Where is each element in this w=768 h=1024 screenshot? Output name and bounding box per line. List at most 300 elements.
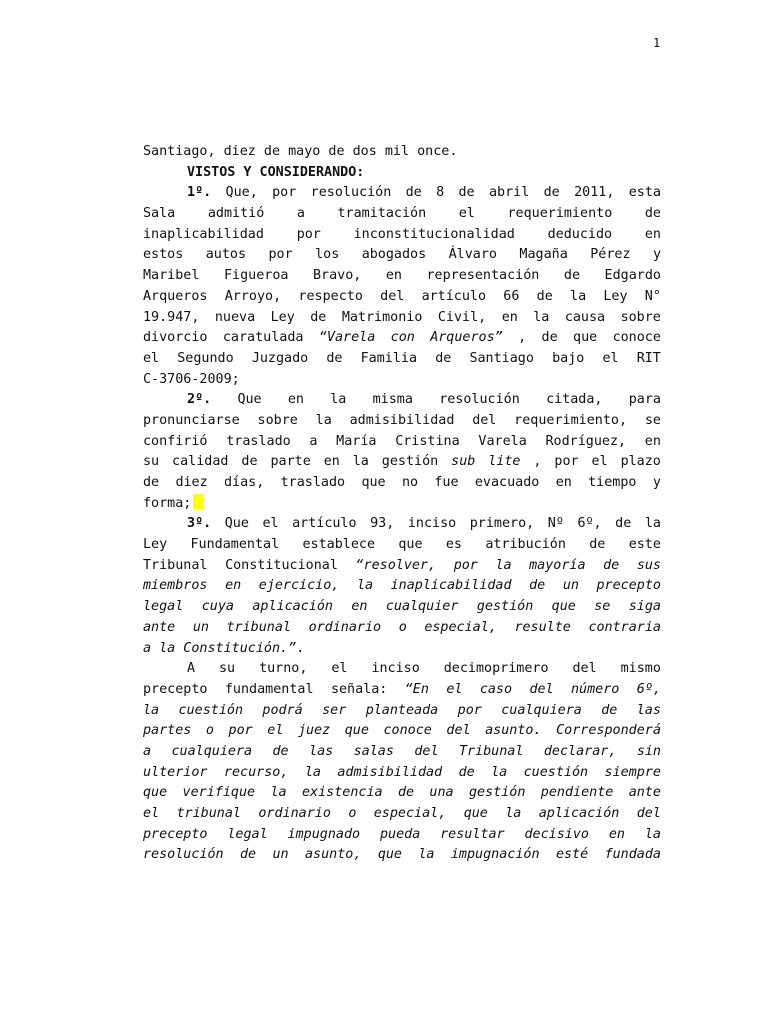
word: respecto [298, 288, 363, 304]
word: tiempo [588, 475, 637, 490]
word: precepto [143, 681, 208, 697]
word: de [458, 185, 475, 201]
word: admitió [207, 206, 265, 222]
word: pronunciarse [143, 412, 240, 428]
word: de [240, 847, 257, 863]
word: RIT [636, 350, 661, 366]
text-run: VISTOS Y CONSIDERANDO: [187, 164, 365, 180]
word: la [495, 557, 512, 573]
word: o [398, 619, 407, 635]
word: en [644, 226, 661, 242]
word: Familia [360, 350, 418, 366]
word: ser [322, 702, 347, 718]
word: citada, [546, 392, 603, 408]
word: ante [143, 619, 176, 635]
word: divorcio [143, 330, 208, 346]
word: inaplicabilidad [390, 578, 512, 594]
word: resolución [439, 392, 520, 408]
word: del [446, 723, 471, 739]
word: Constitucional [225, 557, 338, 573]
word: especial, [373, 806, 447, 821]
word: de [541, 330, 558, 346]
word: con [390, 330, 415, 346]
word: Segundo [177, 350, 234, 366]
word: siga [628, 599, 661, 615]
word: de [644, 206, 661, 222]
word: un [192, 619, 209, 635]
word: inciso [407, 516, 457, 532]
word: del [636, 806, 661, 821]
text-line [143, 556, 661, 577]
word: recurso, [223, 764, 289, 780]
word: cuya [201, 599, 234, 615]
word: sus [636, 557, 661, 573]
word: en [644, 433, 661, 449]
word: el [143, 806, 160, 821]
word: la [143, 702, 160, 718]
word: 2º. [187, 392, 212, 408]
word: Arqueros” [430, 330, 503, 346]
text-line [143, 576, 661, 597]
word: abril [488, 185, 530, 201]
word: en [501, 309, 518, 325]
word: impugnado [287, 826, 361, 842]
word: artículo [292, 516, 357, 532]
word: una [429, 785, 454, 801]
word: inconstitucionalidad [353, 226, 515, 242]
word: admisibilidad [337, 764, 443, 780]
word: la [315, 412, 332, 428]
word: por [296, 226, 321, 242]
word: A [187, 661, 196, 677]
word: requerimiento [507, 206, 613, 222]
word: Santiago [469, 350, 534, 366]
word: que [344, 723, 369, 739]
word: por [457, 702, 482, 718]
word: salas [353, 743, 394, 759]
word: establece [302, 537, 376, 553]
word: gestión [468, 785, 526, 801]
word: se [644, 412, 661, 428]
word: Civil, [437, 309, 487, 325]
word: mayoría [529, 557, 586, 573]
word: Magaña [519, 247, 568, 263]
text-line [143, 659, 661, 680]
word: Ley [270, 309, 295, 325]
text-line [143, 535, 661, 556]
word: o [205, 723, 214, 739]
word: Pérez [590, 247, 631, 263]
word: que [361, 475, 386, 490]
word: por [554, 454, 579, 470]
word: planteada [365, 702, 439, 718]
word: por [268, 247, 293, 263]
word: fundada [604, 847, 661, 863]
word: aplicación [252, 599, 333, 615]
word: Nº [547, 516, 564, 532]
word: que [398, 537, 423, 553]
word: ordinario [308, 619, 382, 635]
word: 8 [436, 185, 445, 201]
word: gestión [381, 454, 439, 470]
word: cualquiera [501, 702, 582, 718]
text-line [143, 349, 661, 370]
word: del [529, 681, 554, 697]
word: de [241, 454, 258, 470]
word: causa [564, 309, 606, 325]
text-line [143, 639, 661, 660]
text-line [143, 266, 661, 287]
word: lite [488, 454, 521, 470]
word: caso [479, 681, 513, 697]
word: de [615, 516, 632, 532]
word: decisivo [524, 826, 589, 842]
word: tribunal [176, 806, 241, 821]
word: nueva [214, 309, 256, 325]
word: 2011, [574, 185, 615, 201]
word: de [536, 288, 553, 304]
text-line [143, 328, 661, 349]
word: sobre [257, 412, 298, 428]
word: Varela [478, 433, 527, 449]
word: cualquiera [171, 743, 253, 759]
word: de [397, 785, 415, 801]
word: este [628, 537, 661, 553]
word: Ley [603, 288, 628, 304]
word: de [601, 702, 618, 718]
word: sin [636, 743, 661, 759]
word: “En [404, 681, 429, 697]
word: en [287, 392, 304, 408]
word: resolución [143, 847, 224, 863]
word: , [518, 330, 527, 346]
word: la [330, 392, 347, 408]
word: atribución [485, 537, 566, 553]
text-run: forma; [143, 495, 192, 511]
word: autos [205, 247, 247, 263]
word: la [533, 309, 550, 325]
word: cualquier [385, 599, 459, 615]
word: que [377, 847, 402, 863]
word: plazo [620, 454, 661, 470]
text-line [143, 618, 661, 639]
word: traslado [280, 475, 346, 490]
word: mismo [620, 661, 661, 677]
word: sobre [620, 309, 661, 325]
word: número [571, 681, 620, 697]
word: Cristina [395, 433, 460, 449]
word: en [608, 826, 625, 842]
word: por [272, 185, 297, 201]
word: inciso [371, 661, 420, 677]
word: misma [372, 392, 413, 408]
text-line [143, 701, 661, 722]
word: sub [451, 454, 476, 470]
text-line [143, 452, 661, 473]
text-line [143, 142, 661, 163]
word: que [143, 785, 168, 801]
word: Sala [143, 206, 176, 222]
word: de [529, 578, 546, 594]
word: resolución [310, 185, 392, 201]
word: las [636, 702, 661, 718]
text-line [143, 473, 661, 494]
word: se [594, 599, 611, 615]
page-number: 1 [653, 36, 661, 50]
text-line [143, 845, 661, 866]
word: Rodríguez, [545, 433, 627, 449]
word: de [272, 743, 289, 759]
word: partes [143, 723, 192, 739]
word: “resolver, [355, 557, 437, 573]
word: en [225, 578, 242, 594]
text-line [143, 245, 661, 266]
word: deducido [547, 226, 613, 242]
word: no [401, 475, 419, 490]
word: representación [426, 268, 540, 284]
word: estos [143, 247, 184, 263]
word: la [505, 806, 522, 821]
text-line [143, 370, 661, 391]
word: el [331, 661, 348, 677]
word: a [309, 433, 318, 449]
word: declarar, [543, 743, 617, 759]
word: de [310, 309, 327, 325]
word: el [458, 206, 475, 222]
word: aplicación [538, 806, 620, 821]
word: conoce [612, 330, 661, 346]
word: , [533, 454, 542, 470]
word: ulterior [143, 764, 208, 780]
word: cuestión [178, 702, 244, 718]
word: legal [143, 599, 184, 615]
word: Que [224, 516, 249, 532]
word: del [380, 288, 405, 304]
word: 3º. [187, 516, 212, 532]
word: diez [175, 475, 208, 490]
word: Tribunal [143, 557, 208, 573]
word: requerimiento, [514, 412, 628, 428]
word: el [143, 350, 160, 366]
text-line [143, 411, 661, 432]
word: ejercicio, [258, 578, 340, 594]
word: del [572, 661, 597, 677]
word: siempre [604, 764, 661, 780]
word: 66 [503, 288, 520, 304]
word: fundamental [224, 681, 314, 697]
word: Corresponderá [556, 723, 661, 739]
word: juez [297, 723, 331, 739]
word: las [309, 743, 334, 759]
text-line [143, 825, 661, 846]
text-line [143, 514, 661, 535]
text-line [143, 494, 661, 515]
word: 19.947, [143, 309, 200, 325]
word: parte [270, 454, 311, 470]
word: cuestión [523, 764, 589, 780]
word: precepto [143, 826, 208, 842]
word: a [296, 206, 305, 222]
word: 6º, [577, 516, 602, 532]
text-line [143, 783, 661, 804]
word: Arroyo, [224, 288, 282, 304]
word: admisibilidad [349, 412, 455, 428]
word: en [351, 599, 368, 615]
word: inaplicabilidad [143, 226, 264, 242]
text-line [143, 432, 661, 453]
word: señala: [330, 681, 388, 697]
word: para [628, 392, 661, 408]
text-run: a la Constitución.” [143, 640, 297, 656]
text-run: . [296, 640, 305, 656]
word: 93, [370, 516, 395, 532]
word: pendiente [540, 785, 614, 801]
word: primero, [469, 516, 535, 532]
word: abogados [361, 247, 427, 263]
word: los [315, 247, 340, 263]
word: legal [227, 826, 268, 842]
text-line [143, 308, 661, 329]
word: el [446, 681, 463, 697]
word: Bravo, [312, 268, 362, 284]
word: miembros [143, 578, 208, 594]
word: ante [628, 785, 661, 801]
word: la [270, 785, 287, 801]
word: por [453, 557, 478, 573]
text-run: Santiago, diez de mayo de dos mil once. [143, 144, 458, 159]
text-line [143, 225, 661, 246]
word: su [143, 454, 160, 470]
word: esta [628, 185, 661, 201]
word: 1º. [187, 185, 212, 201]
text-line [143, 721, 661, 742]
word: esté [555, 847, 589, 863]
word: ordinario [258, 806, 331, 821]
word: es [445, 537, 462, 553]
word: verifique [182, 785, 256, 801]
word: su [219, 661, 236, 677]
word: contraria [588, 619, 661, 635]
word: Arqueros [143, 288, 208, 304]
word: bajo [552, 350, 585, 366]
text-line [143, 742, 661, 763]
word: existencia [301, 785, 383, 801]
word: o [348, 806, 357, 821]
word: de [603, 557, 620, 573]
word: decimoprimero [443, 661, 549, 677]
word: Fundamental [190, 537, 280, 553]
word: 6º, [636, 681, 661, 697]
word: de [543, 185, 560, 201]
word: el [591, 454, 608, 470]
word: un [562, 578, 579, 594]
text-line [143, 763, 661, 784]
word: de [589, 537, 606, 553]
word: conoce [383, 723, 432, 739]
word: precepto [596, 578, 661, 594]
word: asunto, [305, 847, 362, 863]
text-line [143, 163, 661, 184]
word: evacuado [474, 475, 540, 490]
text-line [143, 804, 661, 825]
word: Figueroa [223, 268, 289, 284]
word: de [458, 764, 475, 780]
word: Ley [143, 537, 168, 553]
word: la [644, 826, 661, 842]
word: Maribel [143, 268, 200, 284]
word: y [652, 247, 661, 263]
word: de [435, 350, 452, 366]
word: resulte [514, 619, 571, 635]
word: un [272, 847, 289, 863]
word: de [563, 268, 581, 284]
word: la [418, 847, 435, 863]
word: de [326, 350, 343, 366]
word: fue [434, 475, 459, 490]
word: tramitación [337, 206, 427, 222]
text-line [143, 287, 661, 308]
word: tribunal [226, 619, 291, 635]
text-line [143, 204, 661, 225]
word: confirió [143, 433, 208, 449]
highlight-mark [193, 494, 203, 509]
word: la [491, 764, 508, 780]
word: Tribunal [458, 743, 524, 759]
word: especial, [424, 619, 497, 635]
word: en [385, 268, 402, 284]
word: la [304, 764, 321, 780]
word: la [352, 454, 369, 470]
word: resultar [440, 826, 505, 842]
word: el [262, 516, 279, 532]
word: María [336, 433, 377, 449]
word: traslado [226, 433, 291, 449]
word: en [555, 475, 572, 490]
text-line [143, 680, 661, 701]
word: que [573, 330, 598, 346]
word: la [644, 516, 661, 532]
word: Álvaro [448, 247, 497, 263]
word: y [652, 475, 661, 490]
text-run: C-3706-2009; [143, 371, 240, 387]
word: que [463, 806, 488, 821]
word: del [414, 743, 439, 759]
word: turno, [259, 661, 308, 677]
word: en [323, 454, 340, 470]
word: por [228, 723, 253, 739]
word: artículo [421, 288, 487, 304]
word: del [472, 412, 497, 428]
document-body [143, 142, 661, 866]
word: podrá [262, 702, 303, 718]
word: Que, [225, 185, 258, 201]
word: Que [237, 392, 262, 408]
word: la [570, 288, 587, 304]
word: de [405, 185, 422, 201]
word: la [356, 578, 374, 594]
word: Edgardo [604, 268, 661, 284]
word: asunto. [485, 723, 542, 739]
word: el [602, 350, 619, 366]
word: calidad [172, 454, 229, 470]
word: caratulada [222, 330, 304, 346]
word: gestión [476, 599, 534, 615]
word: que [551, 599, 576, 615]
word: de [143, 475, 160, 490]
word: impugnación [450, 847, 540, 863]
text-line [143, 597, 661, 618]
word: a [143, 743, 152, 759]
